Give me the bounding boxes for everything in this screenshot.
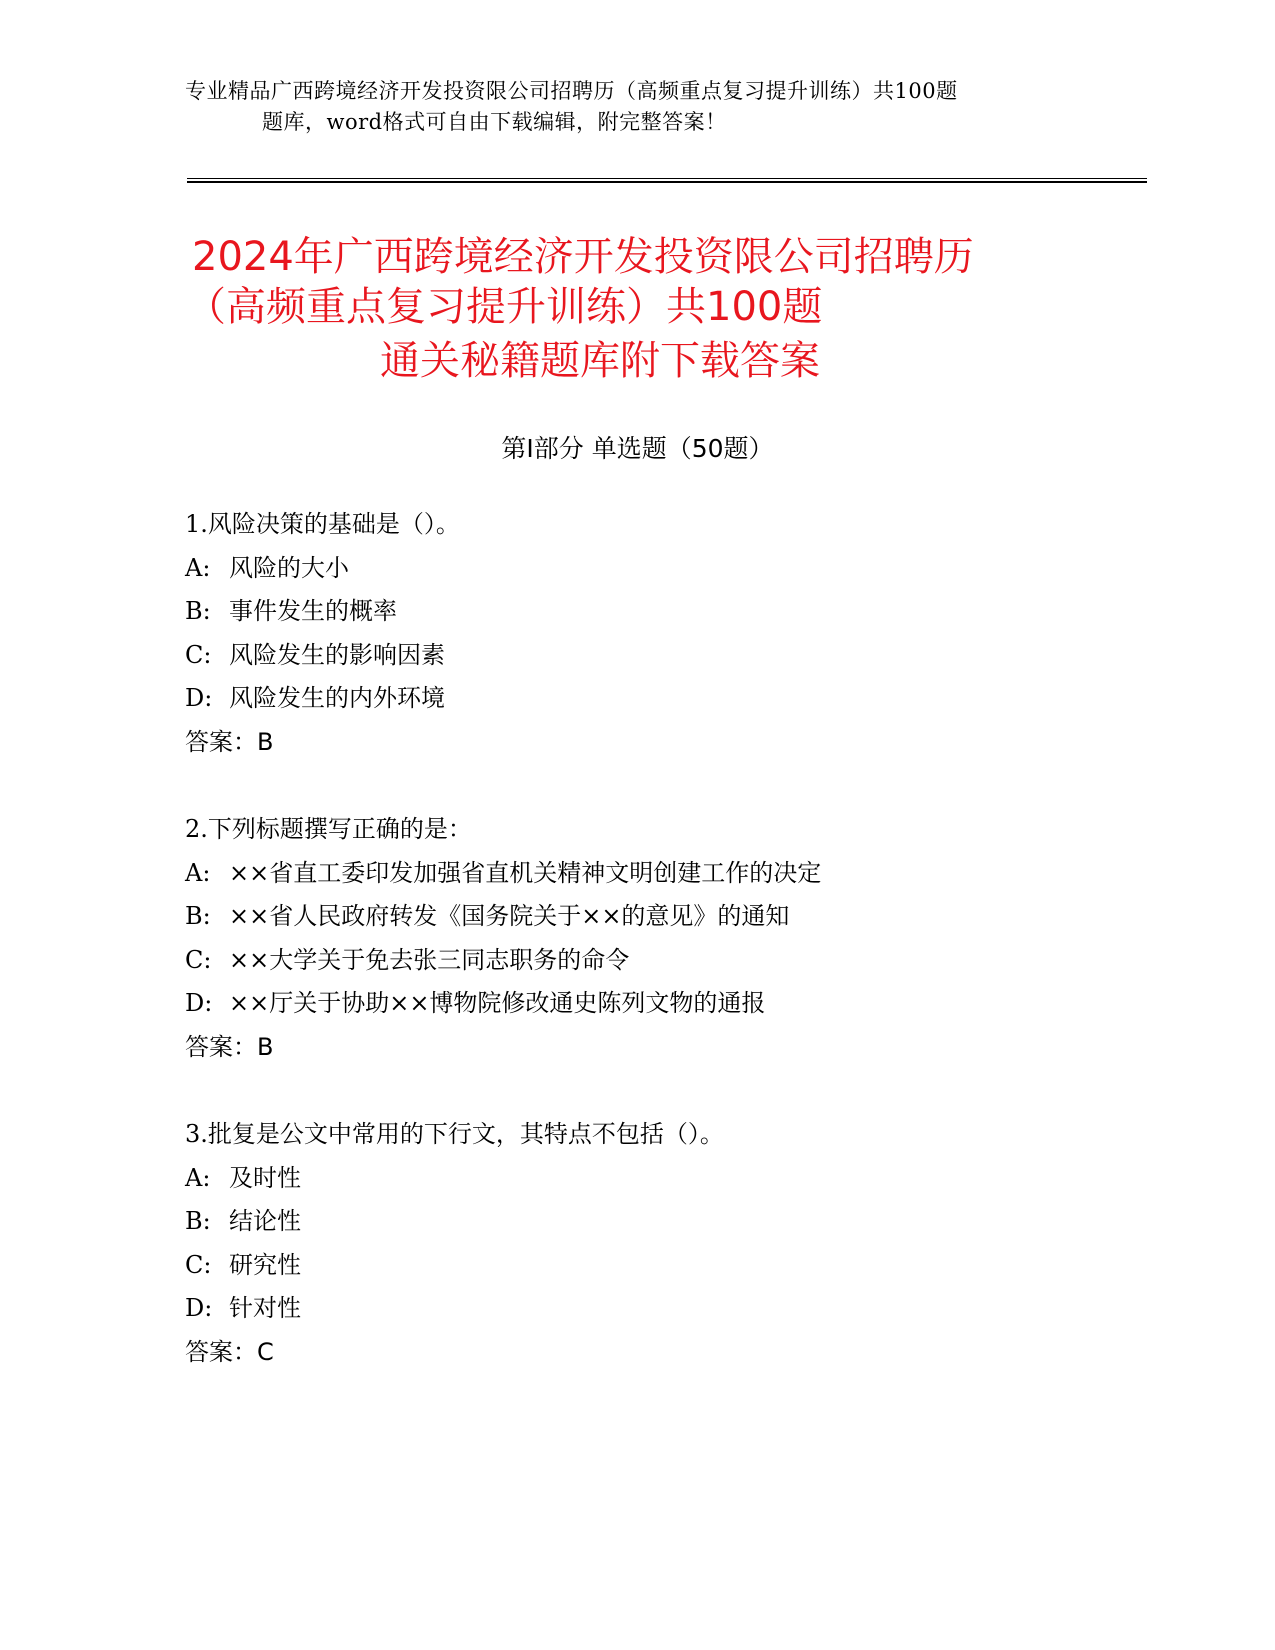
option-text: ××厅关于协助××博物院修改通史陈列文物的通报 — [229, 989, 766, 1017]
option-letter: D: — [185, 989, 213, 1017]
header-rule-thin — [187, 178, 1147, 179]
option-letter: D: — [185, 684, 213, 712]
option-text: ××省人民政府转发《国务院关于××的意见》的通知 — [229, 902, 790, 930]
option-a — [185, 857, 821, 889]
section-title: 第Ⅰ部分 单选题（50题） — [501, 434, 774, 463]
option-letter: B: — [185, 597, 211, 625]
option-letter: A: — [185, 554, 211, 582]
header-line-2: 题库，word格式可自由下载编辑，附完整答案！ — [262, 110, 727, 134]
option-a — [185, 1162, 301, 1194]
option-text: 风险发生的内外环境 — [229, 684, 445, 712]
option-c — [185, 944, 629, 976]
option-b — [185, 900, 789, 932]
option-text: 及时性 — [229, 1164, 301, 1192]
header-rule-thick — [187, 181, 1147, 183]
title-line-3: 通关秘籍题库附下载答案 — [380, 338, 820, 384]
option-text: 风险发生的影响因素 — [229, 641, 445, 669]
option-c — [185, 639, 445, 671]
option-letter: D: — [185, 1294, 213, 1322]
option-text: 风险的大小 — [229, 554, 349, 582]
option-text: ××省直工委印发加强省直机关精神文明创建工作的决定 — [229, 859, 822, 887]
option-c — [185, 1249, 301, 1281]
option-text: 针对性 — [229, 1294, 301, 1322]
option-letter: C: — [185, 641, 212, 669]
option-letter: C: — [185, 946, 212, 974]
option-letter: A: — [185, 859, 211, 887]
option-letter: B: — [185, 1207, 211, 1235]
answer-line: 答案：C — [185, 1338, 274, 1366]
answer-line: 答案：B — [185, 728, 274, 756]
option-d — [185, 1292, 301, 1324]
option-letter: C: — [185, 1251, 212, 1279]
question-stem: 3.批复是公文中常用的下行文，其特点不包括（）。 — [185, 1120, 724, 1148]
title-line-1: 2024年广西跨境经济开发投资限公司招聘历 — [192, 234, 974, 280]
option-text: 研究性 — [229, 1251, 301, 1279]
option-letter: A: — [185, 1164, 211, 1192]
answer-line: 答案：B — [185, 1033, 274, 1061]
option-text: ××大学关于免去张三同志职务的命令 — [229, 946, 630, 974]
option-b — [185, 595, 397, 627]
option-a — [185, 552, 349, 584]
option-text: 事件发生的概率 — [229, 597, 397, 625]
option-b — [185, 1205, 301, 1237]
header-line-1: 专业精品广西跨境经济开发投资限公司招聘历（高频重点复习提升训练）共100题 — [185, 79, 958, 103]
question-stem: 2.下列标题撰写正确的是： — [185, 815, 472, 843]
option-d — [185, 682, 445, 714]
question-stem: 1.风险决策的基础是（）。 — [185, 510, 460, 538]
title-line-2: （高频重点复习提升训练）共100题 — [186, 284, 823, 330]
option-text: 结论性 — [229, 1207, 301, 1235]
option-d — [185, 987, 765, 1019]
option-letter: B: — [185, 902, 211, 930]
